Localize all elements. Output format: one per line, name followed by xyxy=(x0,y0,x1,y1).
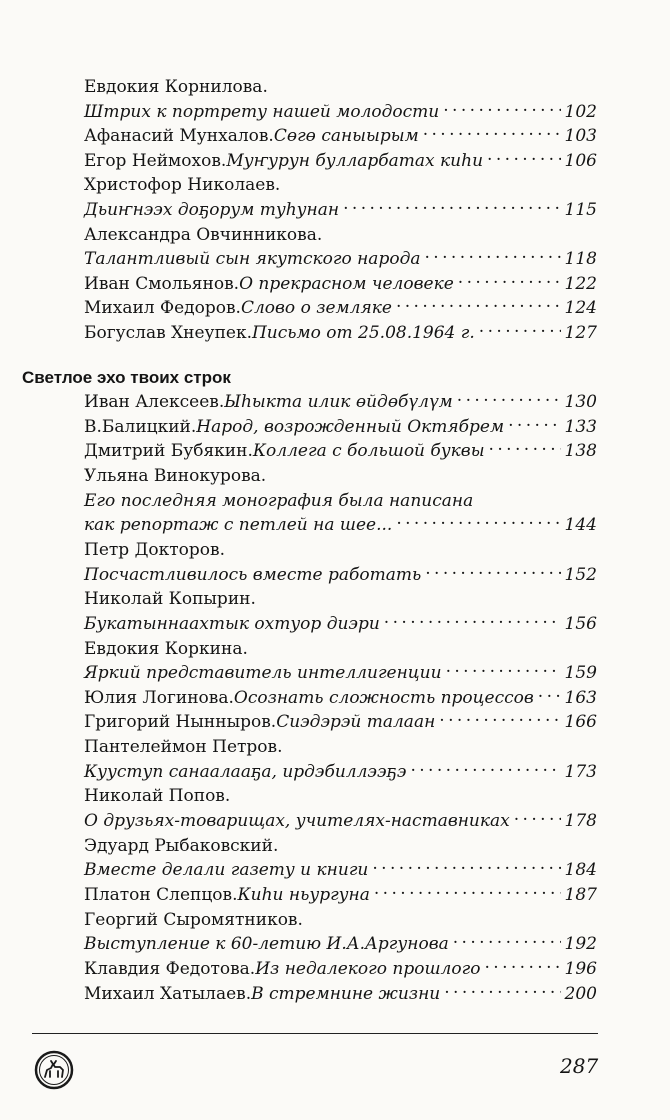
entry-author: Богуслав Хнеупек. xyxy=(84,323,252,343)
entry-author: Григорий Нынныров. xyxy=(84,712,277,733)
entry-title: Слово о земляке xyxy=(240,298,392,319)
entry-title: Народ, возрожденный Октябрем xyxy=(196,416,505,437)
entry-author: Эдуард Рыбаковский. xyxy=(84,835,279,856)
entry-author: Александра Овчинникова. xyxy=(84,224,323,245)
dot-leader xyxy=(457,393,561,407)
entry-author: Христофор Николаев. xyxy=(84,175,281,196)
dot-leader xyxy=(384,615,561,629)
toc-entry xyxy=(84,588,597,610)
entry-page-number: 173 xyxy=(564,761,597,782)
dot-leader xyxy=(514,812,561,826)
toc-entry xyxy=(84,687,597,709)
publisher-emblem-icon xyxy=(34,1050,74,1090)
entry-author: Пантелеймон Петров. xyxy=(84,737,283,758)
toc-entry xyxy=(84,101,597,123)
toc-entry xyxy=(84,297,597,319)
entry-page-number: 196 xyxy=(564,958,597,979)
entry-author: Николай Копырин. xyxy=(84,589,256,610)
toc-entry xyxy=(84,909,597,931)
toc-entry xyxy=(84,564,597,586)
entry-page-number: 159 xyxy=(564,663,597,684)
toc-entry xyxy=(84,322,597,344)
entry-page-number: 163 xyxy=(564,687,597,708)
entry-author: Михаил Федоров. xyxy=(84,298,241,319)
toc-entry xyxy=(84,761,597,783)
entry-author: Егор Неймохов. xyxy=(84,150,227,171)
entry-author: Платон Слепцов. xyxy=(84,885,238,905)
toc-entry xyxy=(84,613,597,635)
entry-author: Афанасий Мунхалов. xyxy=(84,126,274,147)
toc-entry xyxy=(84,440,597,462)
toc-entry xyxy=(84,859,597,881)
entry-title: Дьиҥнээх доҕорум туһунан xyxy=(84,200,340,220)
dot-leader xyxy=(479,324,561,338)
dot-leader xyxy=(374,886,561,900)
entry-title: Яркий представитель интеллигенции xyxy=(84,663,442,684)
toc-entry xyxy=(84,224,597,246)
entry-author: Николай Попов. xyxy=(84,786,231,807)
toc-entry xyxy=(84,983,597,1005)
entry-title: Сиэдэрэй талаан xyxy=(276,712,436,733)
dot-leader xyxy=(458,275,561,289)
entry-title: как репортаж с петлей на шее... xyxy=(84,515,393,536)
toc-entry xyxy=(84,76,597,98)
toc-entry xyxy=(84,539,597,561)
entry-author: Георгий Сыромятников. xyxy=(84,909,303,930)
entry-page-number: 156 xyxy=(564,613,597,634)
entry-title: Сөгө саныырым xyxy=(273,126,419,147)
entry-title: Осознать сложность процессов xyxy=(233,687,534,708)
entry-title: Талантливый сын якутского народа xyxy=(84,249,421,270)
section-heading: Светлое эхо твоих строк xyxy=(22,368,231,387)
entry-title: Письмо от 25.08.1964 г. xyxy=(251,323,475,343)
dot-leader xyxy=(444,985,560,999)
entry-page-number: 106 xyxy=(564,150,597,171)
toc-entry xyxy=(84,736,597,758)
dot-leader xyxy=(372,861,560,875)
entry-title: Коллега с большой буквы xyxy=(252,441,485,462)
dot-leader xyxy=(425,566,560,580)
entry-page-number: 192 xyxy=(564,934,597,955)
dot-leader xyxy=(443,103,560,117)
entry-title: Посчастливилось вместе работать xyxy=(84,564,422,585)
entry-author: Петр Докторов. xyxy=(84,539,225,560)
toc-entry xyxy=(84,835,597,857)
entry-title: Кууступ санаалааҕа, ирдэбиллээҕэ xyxy=(84,761,407,782)
toc-entry xyxy=(84,273,597,295)
toc-entry xyxy=(84,884,597,906)
toc-entry xyxy=(84,125,597,147)
entry-page-number: 122 xyxy=(564,273,597,294)
toc-entry xyxy=(84,785,597,807)
dot-leader xyxy=(446,664,561,678)
entry-page-number: 152 xyxy=(564,564,597,585)
entry-author: Евдокия Коркина. xyxy=(84,638,248,659)
entry-page-number: 115 xyxy=(564,200,597,220)
dot-leader xyxy=(424,250,560,264)
dot-leader xyxy=(538,689,561,703)
entry-page-number: 138 xyxy=(564,441,597,462)
entry-page-number: 103 xyxy=(564,126,597,147)
entry-author: Иван Алексеев. xyxy=(84,392,225,412)
entry-title: Вместе делали газету и книги xyxy=(84,860,369,881)
toc-entry xyxy=(84,490,597,512)
entry-title: Ыһыкта илик өйдөбүлүм xyxy=(224,392,453,412)
entry-title: О прекрасном человеке xyxy=(239,273,454,294)
toc-entry xyxy=(84,248,597,270)
dot-leader xyxy=(453,935,561,949)
entry-page-number: 102 xyxy=(564,101,597,122)
entry-page-number: 200 xyxy=(564,983,597,1004)
entry-page-number: 184 xyxy=(564,860,597,881)
toc-entry xyxy=(84,174,597,196)
entry-title: В стремнине жизни xyxy=(251,983,441,1004)
entry-page-number: 144 xyxy=(564,515,597,536)
entry-title: Штрих к портрету нашей молодости xyxy=(84,101,440,122)
entry-page-number: 130 xyxy=(564,392,597,412)
entry-author: Юлия Логинова. xyxy=(84,687,234,708)
dot-leader xyxy=(439,713,560,727)
entry-page-number: 187 xyxy=(564,885,597,905)
toc-entry xyxy=(84,933,597,955)
toc-entry xyxy=(84,810,597,832)
entry-author: Дмитрий Бубякин. xyxy=(84,441,253,462)
toc-entry xyxy=(84,150,597,172)
toc-entry xyxy=(84,514,597,536)
toc-entry xyxy=(84,711,597,733)
page-number: 287 xyxy=(560,1054,599,1078)
entry-title: Муҥурун булларбатах киһи xyxy=(226,150,484,171)
entry-title: Букатыннаахтык охтуор диэри xyxy=(84,613,380,634)
dot-leader xyxy=(396,299,561,313)
toc-entry xyxy=(84,465,597,487)
dot-leader xyxy=(484,960,560,974)
toc-entry xyxy=(84,638,597,660)
dot-leader xyxy=(508,418,560,432)
entry-page-number: 124 xyxy=(564,298,597,319)
dot-leader xyxy=(410,763,560,777)
entry-title: Из недалекого прошлого xyxy=(255,958,481,979)
entry-author: Иван Смольянов. xyxy=(84,273,240,294)
toc-entry xyxy=(84,199,597,221)
entry-author: Ульяна Винокурова. xyxy=(84,465,267,486)
dot-leader xyxy=(487,152,561,166)
entry-page-number: 178 xyxy=(564,811,597,832)
toc-entry xyxy=(84,391,597,413)
toc-entry xyxy=(84,958,597,980)
entry-author: В.Балицкий. xyxy=(84,416,197,437)
entry-title: Киһи ньургуна xyxy=(237,885,370,905)
entry-title: Выступление к 60-летию И.А.Аргунова xyxy=(84,934,449,955)
dot-leader xyxy=(423,127,561,141)
dot-leader xyxy=(343,201,560,215)
entry-page-number: 118 xyxy=(564,249,597,270)
entry-author: Евдокия Корнилова. xyxy=(84,77,268,97)
entry-page-number: 133 xyxy=(564,416,597,437)
entry-author: Михаил Хатылаев. xyxy=(84,983,252,1004)
toc-entry xyxy=(84,416,597,438)
toc-entry xyxy=(84,662,597,684)
entry-page-number: 166 xyxy=(564,712,597,733)
dot-leader xyxy=(396,516,560,530)
entry-page-number: 127 xyxy=(564,323,597,343)
dot-leader xyxy=(489,442,561,456)
entry-author: Клавдия Федотова. xyxy=(84,958,256,979)
footer-rule xyxy=(32,1033,598,1034)
entry-title: О друзьях-товарищах, учителях-наставниках xyxy=(84,811,510,832)
entry-title: Его последняя монография была написана xyxy=(84,490,474,511)
